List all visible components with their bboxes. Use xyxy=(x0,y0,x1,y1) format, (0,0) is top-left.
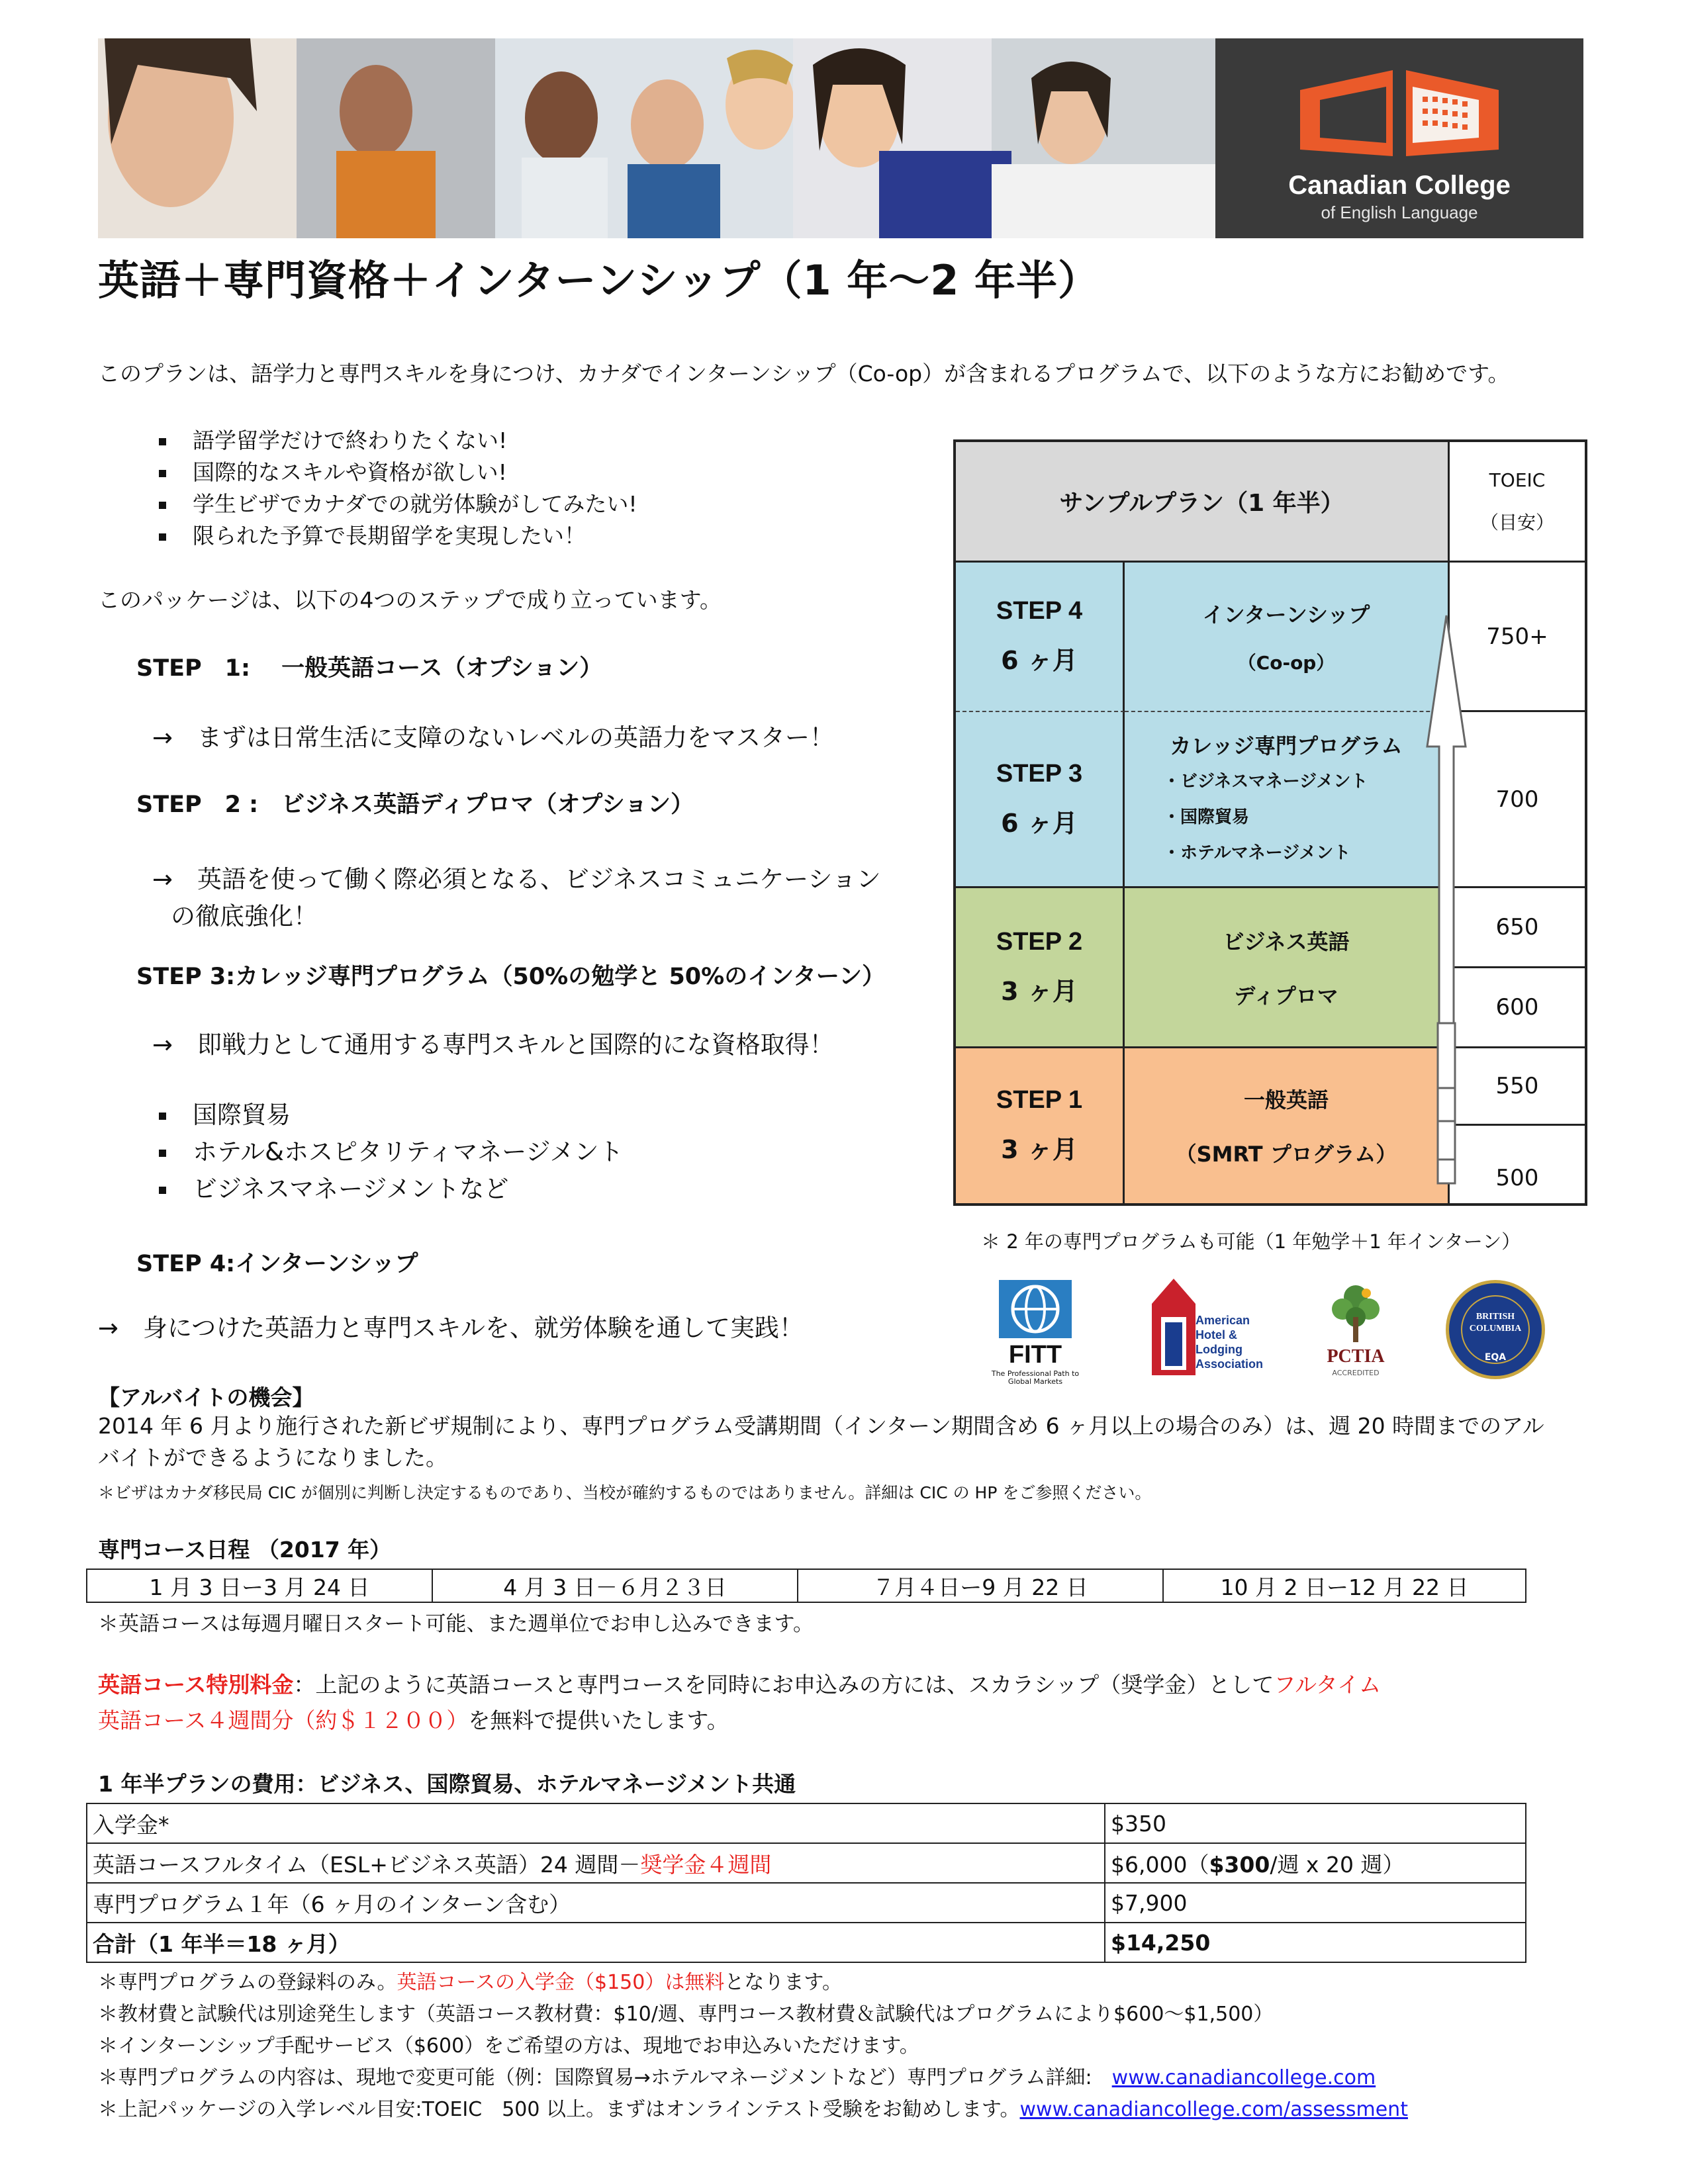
step4-title: STEP 4:インターンシップ xyxy=(136,1251,418,1277)
tree-icon xyxy=(1323,1277,1389,1343)
college-subtitle: of English Language xyxy=(1321,203,1478,222)
table-row xyxy=(87,1803,1526,1843)
college-name: Canadian College xyxy=(1288,171,1511,200)
step1-label: STEP 1 3 ヶ月 xyxy=(956,1048,1125,1203)
college-logo xyxy=(1215,38,1583,238)
cost-price: $7,900 xyxy=(1105,1883,1526,1923)
globe-icon xyxy=(986,1277,1085,1341)
parttime-heading: 【アルバイトの機会】 xyxy=(98,1385,314,1410)
step1-title: STEP 1: 一般英語コース（オプション） xyxy=(136,655,603,682)
house-icon xyxy=(1150,1277,1197,1377)
list-item: 限られた予算で長期留学を実現したい！ xyxy=(159,519,637,551)
cost-total-price: $14,250 xyxy=(1105,1923,1526,1962)
step3-desc: → 即戦力として通用する専門スキルと国際的にな資格取得！ xyxy=(152,1030,834,1059)
list-item: ビジネスマネージメントなど xyxy=(159,1169,623,1206)
schedule-heading: 専門コース日程 （2017 年） xyxy=(98,1537,392,1563)
college-link[interactable]: www.canadiancollege.com xyxy=(1111,2066,1376,2089)
step4-content: インターンシップ （Co-op） xyxy=(1125,563,1450,712)
schedule-table xyxy=(86,1569,1526,1603)
progress-arrow-icon xyxy=(1423,614,1470,1210)
scholarship-line1: 英語コース特別料金：上記のように英語コースと専門コースを同時にお申込みの方には、スカラシップ（奨学金）としてフルタイム xyxy=(98,1672,1382,1698)
list-item: 学生ビザでカナダでの就労体験がしてみたい! xyxy=(159,487,637,519)
bullet-list xyxy=(159,424,637,551)
parttime-line1: 2014 年 6 月より施行された新ビザ規制により、専門プログラム受講期間（インターン期間含め 6 ヶ月以上の場合のみ）は、週 20 時間までのアル xyxy=(98,1413,1544,1439)
plan-header: サンプルプラン（1 年半） xyxy=(956,442,1450,563)
parttime-line2: バイトができるようになりました。 xyxy=(98,1445,447,1471)
schedule-cell: 4 月 3 日－６月２３日 xyxy=(432,1569,798,1602)
cost-item: 入学金* xyxy=(87,1803,1105,1843)
cost-price: $350 xyxy=(1105,1803,1526,1843)
list-item: 国際的なスキルや資格が欲しい! xyxy=(159,455,637,487)
step3-content: カレッジ専門プログラム ・ビジネスマネージメント ・国際貿易 ・ホテルマネージメント xyxy=(1125,712,1450,888)
toeic-score: 600 xyxy=(1450,968,1585,1048)
header-banner xyxy=(98,38,1583,238)
table-row xyxy=(87,1843,1526,1883)
table-row xyxy=(87,1923,1526,1962)
step1-content: 一般英語 （SMRT プログラム） xyxy=(1125,1048,1450,1203)
cost-price: $6,000（$300/週 x 20 週） xyxy=(1105,1843,1526,1883)
footnote-2: ＊教材費と試験代は別途発生します（英語コース教材費：$10/週、専門コース教材費＆試験代はプログラムにより$600～$1,500） xyxy=(98,2003,1274,2026)
step2-content: ビジネス英語 ディプロマ xyxy=(1125,888,1450,1048)
step3-title: STEP 3:カレッジ専門プログラム（50%の勉学と 50%のインターン） xyxy=(136,964,886,990)
costs-table xyxy=(86,1803,1526,1963)
schedule-cell: 1 月 3 日ー3 月 24 日 xyxy=(87,1569,432,1602)
schedule-cell: ７月４日ー9 月 22 日 xyxy=(798,1569,1163,1602)
assessment-link[interactable]: www.canadiancollege.com/assessment xyxy=(1019,2098,1408,2121)
schedule-note: ＊英語コースは毎週月曜日スタート可能、また週単位でお申し込みできます。 xyxy=(98,1612,814,1636)
step1-desc: → まずは日常生活に支障のないレベルの英語力をマスター！ xyxy=(152,723,835,752)
step2-title: STEP 2 : ビジネス英語ディプロマ（オプション） xyxy=(136,792,694,818)
bc-eqa-seal: BRITISH COLUMBIA EQA xyxy=(1446,1280,1545,1379)
toeic-score: 700 xyxy=(1450,712,1585,888)
step4-desc: → 身につけた英語力と専門スキルを、就労体験を通して実践！ xyxy=(98,1314,804,1342)
toeic-score: 550 xyxy=(1450,1048,1585,1126)
cost-item: 英語コースフルタイム（ESL+ビジネス英語）24 週間－奨学金４週間 xyxy=(87,1843,1105,1883)
fitt-logo: FITT The Professional Path to Global Markets xyxy=(976,1277,1095,1383)
scholarship-line2: 英語コース４週間分（約＄１２００）を無料で提供いたします。 xyxy=(98,1707,729,1733)
step2-desc-cont: の徹底強化！ xyxy=(171,902,318,931)
footnote-1: ＊専門プログラムの登録料のみ。英語コースの入学金（$150）は無料となります。 xyxy=(98,1971,842,1994)
cost-total-label: 合計（1 年半＝18 ヶ月） xyxy=(87,1923,1105,1962)
step3-label: STEP 3 6 ヶ月 xyxy=(956,712,1125,888)
step2-desc: → 英語を使って働く際必須となる、ビジネスコミュニケーション xyxy=(152,865,881,893)
students-photo xyxy=(98,38,1215,238)
schedule-cell: 10 月 2 日ー12 月 22 日 xyxy=(1163,1569,1526,1602)
toeic-header: TOEIC （目安） xyxy=(1450,442,1585,563)
parttime-note: ＊ビザはカナダ移民局 CIC が個別に判断し決定するものであり、当校が確約するものではありません。詳細は CIC の HP をご参照ください。 xyxy=(98,1483,1152,1502)
footnote-5: ＊上記パッケージの入学レベル目安:TOEIC 500 以上。まずはオンラインテスト受験をお勧めします。www.canadiancollege.com/assessment xyxy=(98,2098,1408,2121)
sample-plan-table xyxy=(953,439,1587,1206)
intro-text: このプランは、語学力と専門スキルを身につけ、カナダでインターンシップ（Co-op）が含まれるプログラムで、以下のような方にお勧めです。 xyxy=(98,361,1510,387)
list-item: ホテル&ホスピタリティマネージメント xyxy=(159,1132,623,1169)
page-title: 英語＋専門資格＋インターンシップ（1 年～2 年半） xyxy=(98,256,1100,304)
cost-item: 専門プログラム１年（6 ヶ月のインターン含む） xyxy=(87,1883,1105,1923)
plan-note: ＊ 2 年の専門プログラムも可能（1 年勉学＋1 年インターン） xyxy=(981,1230,1521,1253)
step2-label: STEP 2 3 ヶ月 xyxy=(956,888,1125,1048)
pctia-logo: PCTIA ACCREDITED xyxy=(1316,1277,1395,1381)
book-logo-icon xyxy=(1293,64,1505,163)
ahla-logo: American Hotel & Lodging Association xyxy=(1150,1275,1283,1378)
package-intro: このパッケージは、以下の4つのステップで成り立っています。 xyxy=(98,587,722,613)
step3-list xyxy=(159,1095,623,1206)
footnote-4: ＊専門プログラムの内容は、現地で変更可能（例：国際貿易→ホテルマネージメントなど）専門プログラム詳細: www.canadiancollege.com xyxy=(98,2066,1376,2089)
list-item: 語学留学だけで終わりたくない! xyxy=(159,424,637,455)
costs-heading: 1 年半プランの費用：ビジネス、国際貿易、ホテルマネージメント共通 xyxy=(98,1771,796,1797)
toeic-score: 750+ xyxy=(1450,563,1585,712)
toeic-score: 650 xyxy=(1450,888,1585,968)
step4-label: STEP 4 6 ヶ月 xyxy=(956,563,1125,712)
toeic-score: 500 xyxy=(1495,1164,1539,1191)
list-item: 国際貿易 xyxy=(159,1095,623,1132)
footnote-3: ＊インターンシップ手配サービス（$600）をご希望の方は、現地でお申込みいただけます。 xyxy=(98,2034,919,2058)
table-row xyxy=(87,1883,1526,1923)
